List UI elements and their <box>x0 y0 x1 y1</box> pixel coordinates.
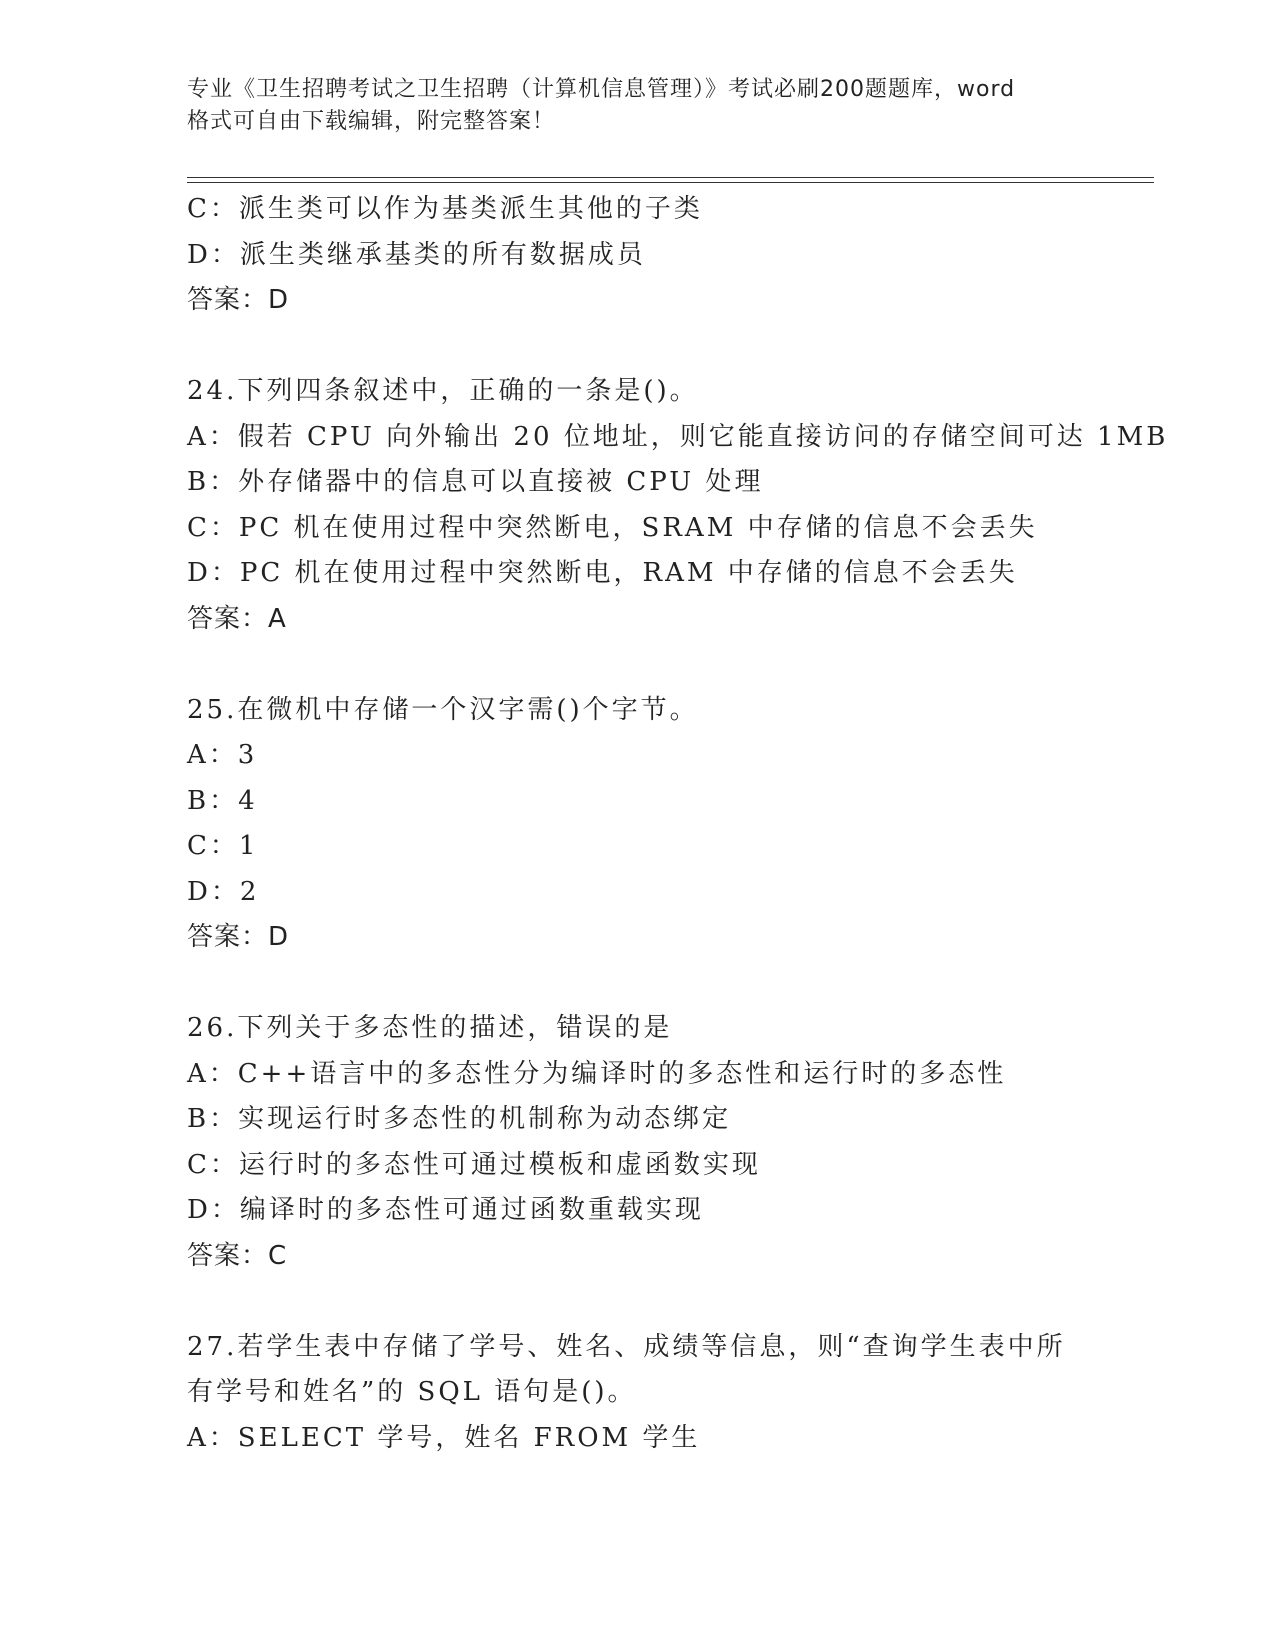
q26-option-d: D：编译时的多态性可通过函数重载实现 <box>187 1195 704 1225</box>
header-title-line-1: 专业《卫生招聘考试之卫生招聘（计算机信息管理）》考试必刷200题题库，word <box>187 77 1016 102</box>
q25-option-d: D：2 <box>187 876 260 907</box>
spacer <box>187 1279 1087 1325</box>
spacer <box>187 961 1087 1007</box>
q24-option-d: D：PC 机在使用过程中突然断电，RAM 中存储的信息不会丢失 <box>187 558 1018 588</box>
q25-option-a: A：3 <box>187 740 258 770</box>
q27-stem-line-2: 有学号和姓名”的 SQL 语句是()。 <box>187 1377 637 1407</box>
q25-option-c: C：1 <box>187 831 259 861</box>
document-header <box>187 74 1087 138</box>
q24-stem: 24.下列四条叙述中，正确的一条是()。 <box>187 376 699 406</box>
q24-option-a: A：假若 CPU 向外输出 20 位地址，则它能直接访问的存储空间可达 1MB <box>187 421 1169 452</box>
q25-stem: 25.在微机中存储一个汉字需()个字节。 <box>187 694 699 725</box>
q26-stem: 26.下列关于多态性的描述，错误的是 <box>187 1013 673 1043</box>
q27-stem-line-1: 27.若学生表中存储了学号、姓名、成绩等信息，则“查询学生表中所 <box>187 1331 1066 1362</box>
q24-option-b: B：外存储器中的信息可以直接被 CPU 处理 <box>187 467 764 497</box>
q27-option-a: A：SELECT 学号，姓名 FROM 学生 <box>187 1422 701 1453</box>
q26-answer: 答案：C <box>187 1240 288 1271</box>
q24-option-c: C：PC 机在使用过程中突然断电，SRAM 中存储的信息不会丢失 <box>187 512 1038 543</box>
prev-option-d: D：派生类继承基类的所有数据成员 <box>187 239 646 270</box>
q25-answer: 答案：D <box>187 922 290 952</box>
q26-option-c: C：运行时的多态性可通过模板和虚函数实现 <box>187 1149 761 1180</box>
header-divider-top <box>187 177 1154 178</box>
q26-option-b: B：实现运行时多态性的机制称为动态绑定 <box>187 1104 732 1134</box>
header-divider-bottom <box>187 182 1154 183</box>
q26-option-a: A：C++语言中的多态性分为编译时的多态性和运行时的多态性 <box>187 1058 1007 1089</box>
spacer <box>187 324 1087 370</box>
prev-option-c: C：派生类可以作为基类派生其他的子类 <box>187 194 703 224</box>
question-content <box>187 187 1169 1461</box>
spacer <box>187 642 1087 688</box>
prev-answer: 答案：D <box>187 285 290 315</box>
q25-option-b: B：4 <box>187 785 258 816</box>
header-title-line-2: 格式可自由下载编辑，附完整答案！ <box>187 109 556 134</box>
q24-answer: 答案：A <box>187 603 287 634</box>
